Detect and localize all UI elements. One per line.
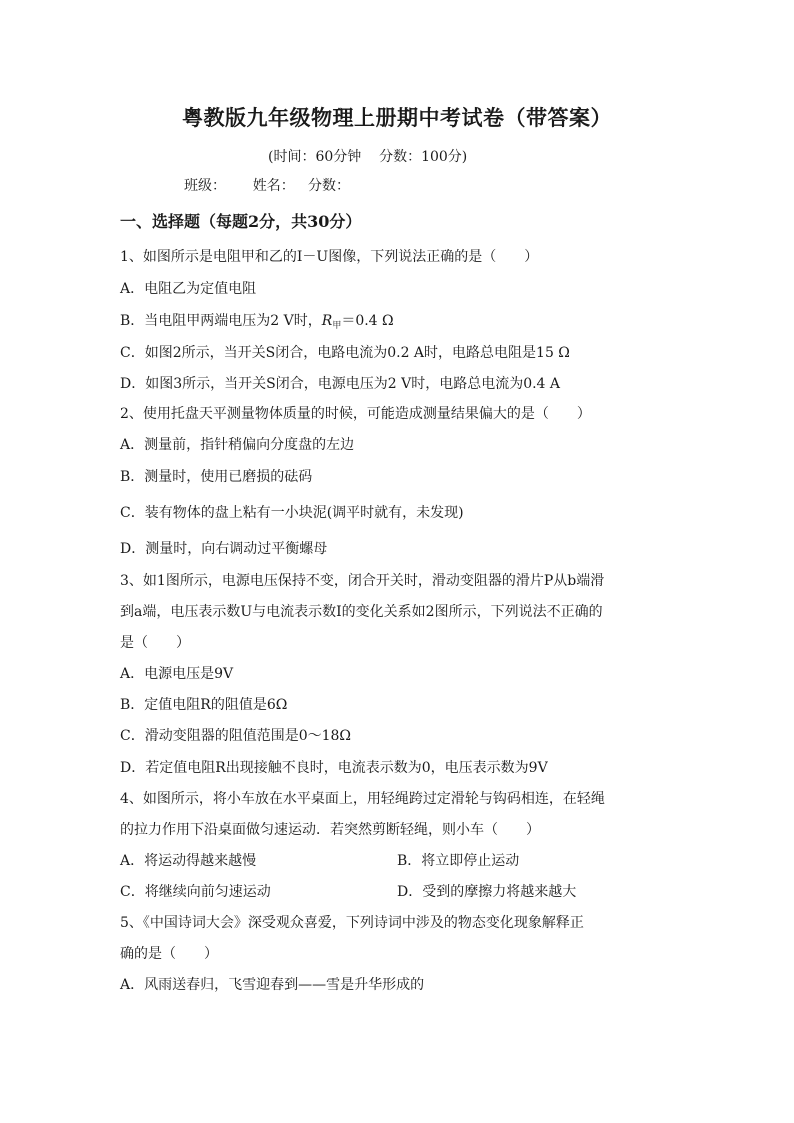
question-4-stem-line-2: 的拉力作用下沿桌面做匀速运动．若突然剪断轻绳，则小车（ ） [120, 822, 540, 838]
question-3-option-a: A．电源电压是9V [120, 666, 234, 682]
question-3-option-c: C．滑动变阻器的阻值范围是0～18Ω [120, 728, 352, 744]
resistance-symbol: R [321, 313, 333, 329]
question-1-option-b [120, 312, 394, 335]
question-3-stem-line-1: 3、如1图所示，电源电压保持不变，闭合开关时，滑动变阻器的滑片P从b端滑 [120, 573, 605, 589]
question-4-option-b: B．将立即停止运动 [397, 853, 520, 869]
question-3-stem-line-3: 是（ ） [120, 635, 190, 651]
question-1-stem: 1、如图所示是电阻甲和乙的I－U图像，下列说法正确的是（ ） [120, 249, 539, 265]
option-b-text: B．当电阻甲两端电压为2 V时， [120, 313, 322, 329]
student-info-line: 班级： 姓名： 分数： [184, 178, 351, 194]
question-4-stem-line-1: 4、如图所示，将小车放在水平桌面上，用轻绳跨过定滑轮与钩码相连，在轻绳 [120, 791, 605, 807]
question-4-option-d: D．受到的摩擦力将越来越大 [397, 884, 577, 900]
question-5-stem-line-2: 确的是（ ） [120, 946, 218, 962]
question-4-option-a: A．将运动得越来越慢 [120, 853, 257, 869]
question-1-option-a: A．电阻乙为定值电阻 [120, 281, 257, 297]
question-3-option-b: B．定值电阻R的阻值是6Ω [120, 697, 288, 713]
question-2-option-b: B．测量时，使用已磨损的砝码 [120, 469, 313, 485]
question-1-option-c: C．如图2所示，当开关S闭合，电路电流为0.2 A时，电路总电阻是15 Ω [120, 345, 570, 361]
question-3-stem-line-2: 到a端，电压表示数U与电流表示数I的变化关系如2图所示，下列说法不正确的 [120, 604, 603, 620]
section-heading: 一、选择题（每题2分，共30分） [120, 212, 362, 231]
question-2-option-a: A．测量前，指针稍偏向分度盘的左边 [120, 437, 355, 453]
question-5-stem-line-1: 5、《中国诗词大会》深受观众喜爱，下列诗词中涉及的物态变化现象解释正 [120, 915, 584, 931]
exam-time-score: (时间：60分钟 分数：100分) [268, 149, 468, 165]
question-5-option-a: A．风雨送春归，飞雪迎春到——雪是升华形成的 [120, 977, 425, 993]
option-b-value: ＝0.4 Ω [341, 313, 394, 329]
question-2-stem: 2、使用托盘天平测量物体质量的时候，可能造成测量结果偏大的是（ ） [120, 406, 591, 422]
resistance-subscript: 甲 [332, 321, 342, 331]
question-1-option-d: D．如图3所示，当开关S闭合，电源电压为2 V时，电路总电流为0.4 A [120, 376, 561, 392]
question-2-option-d: D．测量时，向右调动过平衡螺母 [120, 541, 328, 557]
question-4-option-c: C．将继续向前匀速运动 [120, 884, 271, 900]
page-title: 粤教版九年级物理上册期中考试卷（带答案） [182, 105, 612, 130]
question-3-option-d: D．若定值电阻R出现接触不良时，电流表示数为0，电压表示数为9V [120, 760, 548, 776]
question-2-option-c: C．装有物体的盘上粘有一小块泥(调平时就有，未发现) [120, 505, 464, 521]
